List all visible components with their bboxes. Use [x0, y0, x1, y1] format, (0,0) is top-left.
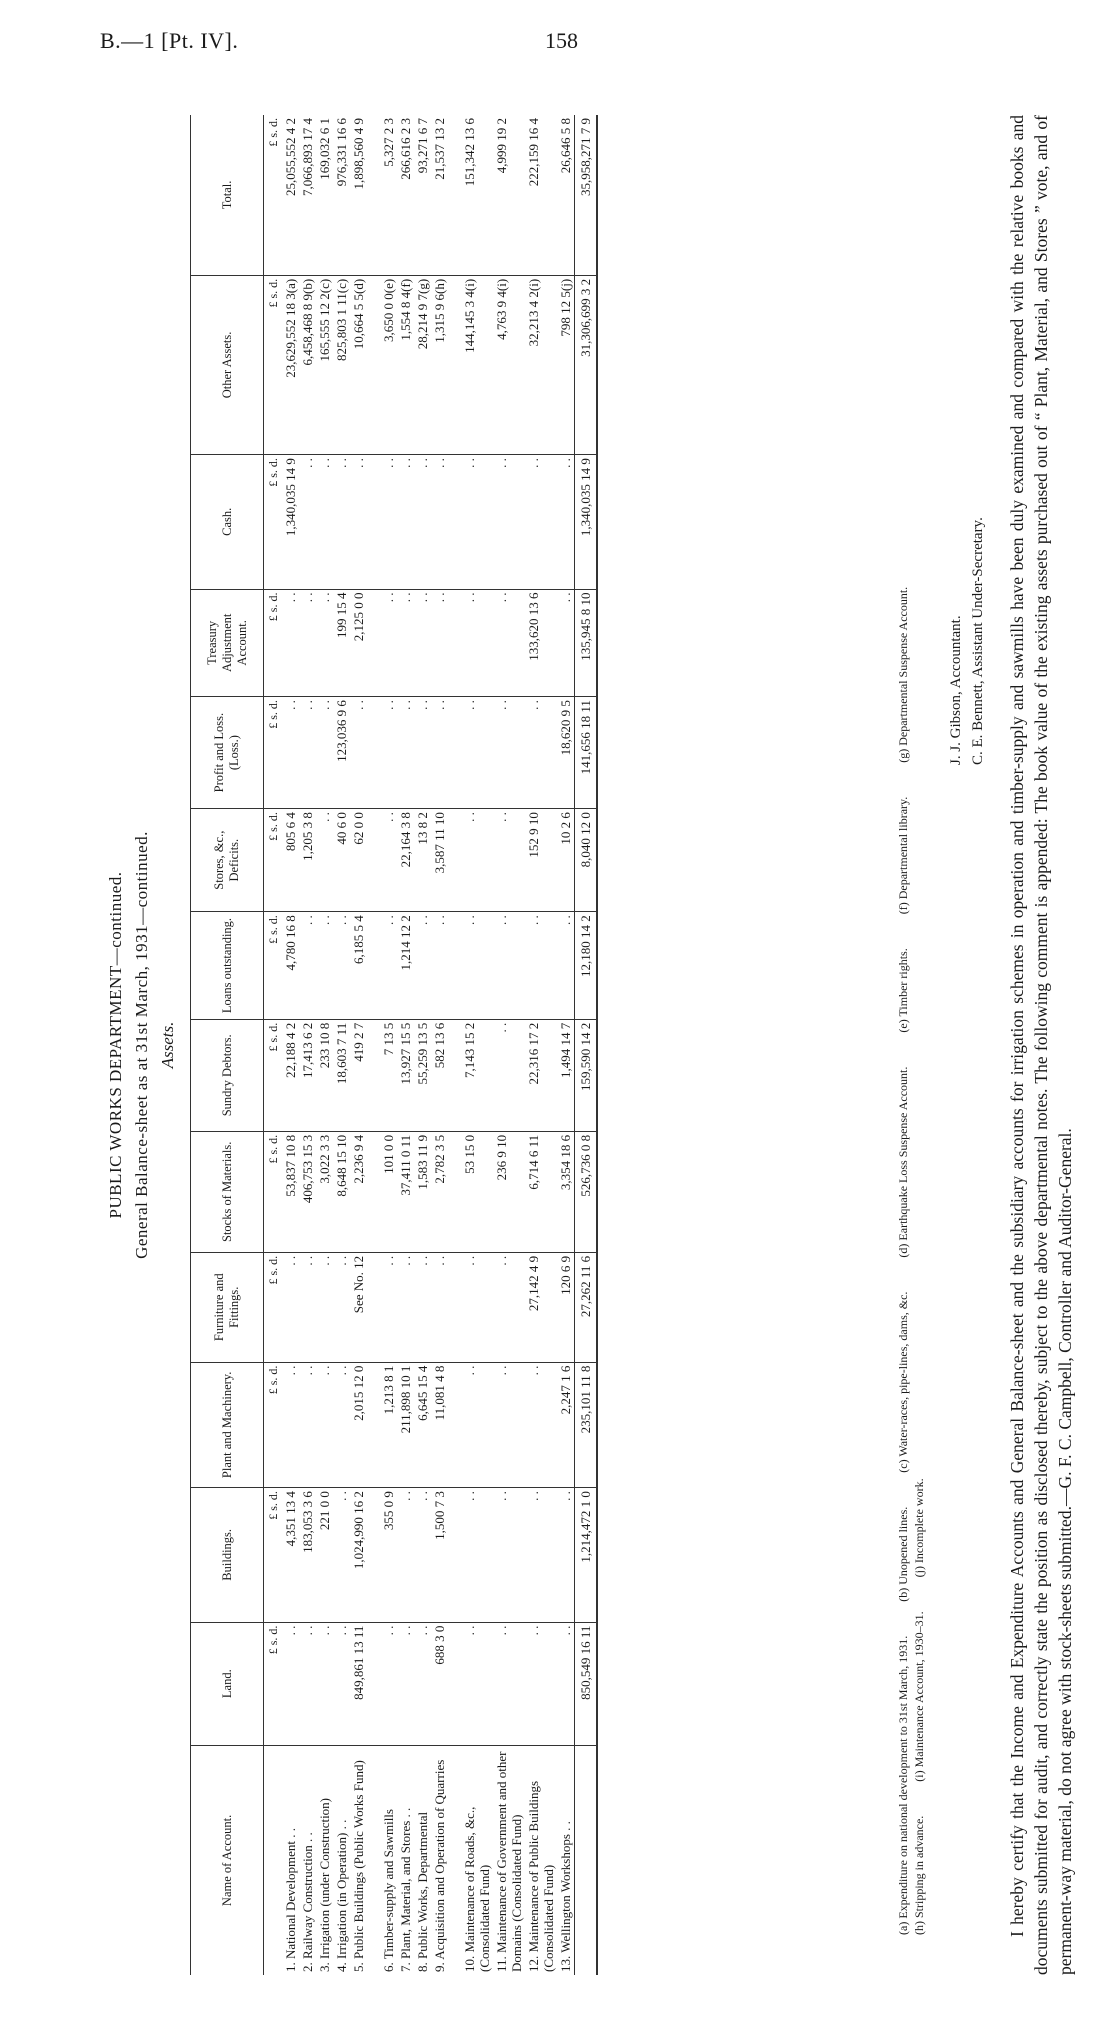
cell-furniture: . . — [448, 1252, 493, 1362]
cell-profit: 18,620 9 5 — [557, 697, 575, 809]
cell-profit: . . — [414, 697, 431, 809]
cell-other: 1,315 9 6(h) — [431, 275, 448, 454]
table-row — [333, 115, 350, 1975]
cell-debtors: 233 10 8 — [316, 1019, 333, 1131]
column-header: Sundry Debtors. — [191, 1019, 264, 1131]
cell-land: . . — [493, 1622, 525, 1745]
cell-other: 23,629,552 18 3(a) — [282, 275, 299, 454]
cell-cash: 1,340,035 14 9 — [282, 455, 299, 589]
table-row — [493, 115, 525, 1975]
cell-buildings: 221 0 0 — [316, 1488, 333, 1622]
cell-plant: . . — [493, 1362, 525, 1487]
cell-loans: . . — [431, 912, 448, 1020]
cell-furniture: . . — [333, 1252, 350, 1362]
cell-total: 222,159 16 4 — [525, 115, 557, 275]
cell-treasury: . . — [557, 589, 575, 697]
cell-stocks: 101 0 0 — [367, 1131, 397, 1252]
cell-profit: . . — [350, 697, 367, 809]
cell-loans: . . — [557, 912, 575, 1020]
cell-plant: 211,898 10 1 — [397, 1362, 414, 1487]
cell-buildings: . . — [493, 1488, 525, 1622]
cell-other: 1,554 8 4(f) — [397, 275, 414, 454]
cell-stocks: 8,648 15 10 — [333, 1131, 350, 1252]
unit-label: £ s. d. — [264, 697, 283, 809]
cell-debtors: 55,259 13 5 — [414, 1019, 431, 1131]
account-name: 8. Public Works, Departmental — [415, 1811, 430, 1972]
cell-furniture: . . — [316, 1252, 333, 1362]
column-header: Name of Account. — [191, 1745, 264, 1975]
cell-land: . . — [367, 1622, 397, 1745]
cell-furniture: . . — [414, 1252, 431, 1362]
table-row — [282, 115, 299, 1975]
cell-cash: . . — [493, 455, 525, 589]
table-row — [525, 115, 557, 1975]
unit-label: £ s. d. — [264, 809, 283, 912]
cell-loans: 1,214 12 2 — [397, 912, 414, 1020]
cell-stores: 3,587 11 10 — [431, 809, 448, 912]
cell-other: 825,803 1 11(c) — [333, 275, 350, 454]
cell-debtors: 18,603 7 11 — [333, 1019, 350, 1131]
cell-stores: 62 0 0 — [350, 809, 367, 912]
footnote: (f) Departmental library. — [896, 796, 910, 915]
totals-row — [575, 115, 598, 1975]
cell-stores: 10 2 6 — [557, 809, 575, 912]
cell-treasury: 133,620 13 6 — [525, 589, 557, 697]
cell-debtors: 22,188 4 2 — [282, 1019, 299, 1131]
cell-other: 6,458,468 8 9(b) — [299, 275, 316, 454]
page-number: 158 — [545, 28, 578, 53]
cell-total: 26,646 5 8 — [557, 115, 575, 275]
units-row — [264, 115, 283, 1975]
cell-stores: 22,164 3 8 — [397, 809, 414, 912]
cell-loans: . . — [493, 912, 525, 1020]
cell-loans: . . — [333, 912, 350, 1020]
cell-total: 151,342 13 6 — [448, 115, 493, 275]
signatures — [945, 517, 989, 765]
cell-buildings: . . — [333, 1488, 350, 1622]
unit-label: £ s. d. — [264, 115, 283, 275]
cell-treasury: . . — [397, 589, 414, 697]
account-name: 1. National Development . . — [283, 1827, 298, 1972]
cell-furniture: . . — [493, 1252, 525, 1362]
balance-sheet-title: General Balance-sheet as at 31st March, 1931—continued. — [132, 831, 151, 1259]
footnote: (i) Maintenance Account, 1930–31. — [912, 1611, 926, 1782]
cell-total: 93,271 6 7 — [414, 115, 431, 275]
page-section-label: B.—1 [Pt. IV]. — [100, 28, 239, 53]
cell-profit: 123,036 9 6 — [333, 697, 350, 809]
cell-loans: 6,185 5 4 — [350, 912, 367, 1020]
column-header: Treasury Adjustment Account. — [191, 589, 264, 697]
cell-other: 144,145 3 4(i) — [448, 275, 493, 454]
cell-furniture: . . — [282, 1252, 299, 1362]
cell-plant: 11,081 4 8 — [431, 1362, 448, 1487]
cell-debtors: 419 2 7 — [350, 1019, 367, 1131]
cell-debtors: . . — [493, 1019, 525, 1131]
cell-loans: . . — [525, 912, 557, 1020]
cell-debtors: 13,927 15 5 — [397, 1019, 414, 1131]
cell-loans: . . — [367, 912, 397, 1020]
cell-stocks: 6,714 6 11 — [525, 1131, 557, 1252]
cell-stocks: 53,837 10 8 — [282, 1131, 299, 1252]
account-name: 2. Railway Construction . . — [300, 1832, 315, 1972]
cell-furniture: . . — [431, 1252, 448, 1362]
footnote: (a) Expenditure on national development to 31st March, 1931. — [896, 1635, 910, 1935]
cell-land: . . — [414, 1622, 431, 1745]
total-stores: 8,040 12 0 — [575, 809, 598, 912]
assets-subtitle: Assets. — [158, 1021, 177, 1069]
unit-label: £ s. d. — [264, 275, 283, 454]
cell-buildings: 4,351 13 4 — [282, 1488, 299, 1622]
total-furniture: 27,262 11 6 — [575, 1252, 598, 1362]
cell-land: 688 3 0 — [431, 1622, 448, 1745]
cell-other: 798 12 5(j) — [557, 275, 575, 454]
cell-land: . . — [316, 1622, 333, 1745]
cell-stocks: 37,411 0 11 — [397, 1131, 414, 1252]
cell-plant: . . — [448, 1362, 493, 1487]
cell-stores: 152 9 10 — [525, 809, 557, 912]
cell-stores: . . — [316, 809, 333, 912]
cell-profit: . . — [316, 697, 333, 809]
cell-other: 28,214 9 7(g) — [414, 275, 431, 454]
table-row — [431, 115, 448, 1975]
cell-profit: . . — [299, 697, 316, 809]
cell-other: 32,213 4 2(i) — [525, 275, 557, 454]
cell-cash: . . — [525, 455, 557, 589]
cell-total: 25,055,552 4 2 — [282, 115, 299, 275]
cell-stocks: 2,236 9 4 — [350, 1131, 367, 1252]
department-title: PUBLIC WORKS DEPARTMENT—continued. — [106, 871, 125, 1219]
cell-buildings: 1,500 7 3 — [431, 1488, 448, 1622]
cell-stocks: 1,583 11 9 — [414, 1131, 431, 1252]
cell-total: 4,999 19 2 — [493, 115, 525, 275]
cell-cash: . . — [367, 455, 397, 589]
footnote: (j) Incomplete work. — [912, 1478, 926, 1578]
total-total: 35,958,271 7 9 — [575, 115, 598, 275]
cell-stocks: 2,782 3 5 — [431, 1131, 448, 1252]
column-header: Furniture and Fittings. — [191, 1252, 264, 1362]
table-row — [397, 115, 414, 1975]
cell-debtors: 1,494 14 7 — [557, 1019, 575, 1131]
cell-total: 266,616 2 3 — [397, 115, 414, 275]
cell-land: . . — [525, 1622, 557, 1745]
cell-plant: . . — [299, 1362, 316, 1487]
cell-buildings: 183,053 3 6 — [299, 1488, 316, 1622]
table-header-row — [191, 115, 264, 1975]
account-name: 6. Timber-supply and Sawmills — [381, 1809, 396, 1972]
unit-label: £ s. d. — [264, 1252, 283, 1362]
unit-label: £ s. d. — [264, 1488, 283, 1622]
cell-stores: 805 6 4 — [282, 809, 299, 912]
cell-buildings: . . — [557, 1488, 575, 1622]
cell-cash: . . — [414, 455, 431, 589]
cell-stocks: 236 9 10 — [493, 1131, 525, 1252]
unit-label: £ s. d. — [264, 1131, 283, 1252]
account-name: 4. Irrigation (in Operation) . . — [334, 1819, 349, 1972]
account-name: 12. Maintenance of Public Buildings (Consolidated Fund) — [526, 1780, 556, 1972]
column-header: Total. — [191, 115, 264, 275]
cell-plant: . . — [316, 1362, 333, 1487]
table-row — [367, 115, 397, 1975]
unit-label: £ s. d. — [264, 1622, 283, 1745]
cell-stocks: 406,753 15 3 — [299, 1131, 316, 1252]
under-secretary-signature: C. E. Bennett, Assistant Under-Secretary. — [970, 517, 986, 765]
account-name: 9. Acquisition and Operation of Quarries — [432, 1759, 447, 1972]
cell-plant: 6,645 15 4 — [414, 1362, 431, 1487]
footnote: (c) Water-races, pipe-lines, dams, &c. — [896, 1291, 910, 1473]
cell-stores: . . — [493, 809, 525, 912]
account-name: 10. Maintenance of Roads, &c., (Consolidated Fund) — [462, 1806, 492, 1972]
cell-land: 849,861 13 11 — [350, 1622, 367, 1745]
cell-profit: . . — [493, 697, 525, 809]
cell-buildings: 1,024,990 16 2 — [350, 1488, 367, 1622]
account-name: 3. Irrigation (under Construction) — [317, 1797, 332, 1972]
cell-cash: . . — [448, 455, 493, 589]
cell-land: . . — [448, 1622, 493, 1745]
table-row — [448, 115, 493, 1975]
unit-label: £ s. d. — [264, 455, 283, 589]
cell-treasury: . . — [282, 589, 299, 697]
cell-cash: . . — [350, 455, 367, 589]
cell-other: 10,664 5 5(d) — [350, 275, 367, 454]
cell-other: 4,763 9 4(i) — [493, 275, 525, 454]
cell-furniture: . . — [299, 1252, 316, 1362]
cell-profit: . . — [431, 697, 448, 809]
cell-buildings: . . — [448, 1488, 493, 1622]
column-header: Land. — [191, 1622, 264, 1745]
total-other: 31,306,699 3 2 — [575, 275, 598, 454]
cell-buildings: . . — [414, 1488, 431, 1622]
cell-loans: . . — [448, 912, 493, 1020]
cell-other: 165,555 12 2(c) — [316, 275, 333, 454]
cell-land: . . — [397, 1622, 414, 1745]
cell-plant: . . — [333, 1362, 350, 1487]
cell-plant: . . — [525, 1362, 557, 1487]
cell-stores: 40 6 0 — [333, 809, 350, 912]
cell-furniture: See No. 12 — [350, 1252, 367, 1362]
cell-debtors: 7,143 15 2 — [448, 1019, 493, 1131]
cell-buildings: 355 0 9 — [367, 1488, 397, 1622]
column-header: Stores, &c., Deficits. — [191, 809, 264, 912]
account-name: 11. Maintenance of Government and other Domains (Consolidated Fund) — [494, 1751, 524, 1972]
cell-cash: . . — [299, 455, 316, 589]
cell-furniture: 120 6 9 — [557, 1252, 575, 1362]
unit-label: £ s. d. — [264, 1019, 283, 1131]
total-stocks: 526,736 0 8 — [575, 1131, 598, 1252]
total-plant: 235,101 11 8 — [575, 1362, 598, 1487]
column-header: Plant and Machinery. — [191, 1362, 264, 1487]
column-header: Buildings. — [191, 1488, 264, 1622]
account-name: 7. Plant, Material, and Stores . . — [398, 1807, 413, 1972]
cell-loans: 4,780 16 8 — [282, 912, 299, 1020]
cell-cash: . . — [557, 455, 575, 589]
cell-stores: 1,205 3 8 — [299, 809, 316, 912]
column-header: Profit and Loss. (Loss.) — [191, 697, 264, 809]
account-name: 5. Public Buildings (Public Works Fund) — [351, 1760, 366, 1972]
footnote: (g) Departmental Suspense Account. — [896, 586, 910, 763]
unit-label: £ s. d. — [264, 912, 283, 1020]
table-row — [350, 115, 367, 1975]
cell-debtors: 582 13 6 — [431, 1019, 448, 1131]
cell-profit: . . — [525, 697, 557, 809]
cell-stocks: 3,022 3 3 — [316, 1131, 333, 1252]
footnote: (b) Unopened lines. — [896, 1506, 910, 1602]
cell-cash: . . — [431, 455, 448, 589]
cell-buildings: . . — [397, 1488, 414, 1622]
cell-land: . . — [333, 1622, 350, 1745]
cell-total: 976,331 16 6 — [333, 115, 350, 275]
cell-other: 3,650 0 0(e) — [367, 275, 397, 454]
cell-furniture: . . — [367, 1252, 397, 1362]
cell-treasury: . . — [448, 589, 493, 697]
footnote: (e) Timber rights. — [896, 948, 910, 1033]
cell-total: 5,327 2 3 — [367, 115, 397, 275]
cell-treasury: . . — [299, 589, 316, 697]
accountant-signature: J. J. Gibson, Accountant. — [948, 615, 964, 765]
cell-total: 169,032 6 1 — [316, 115, 333, 275]
cell-stocks: 53 15 0 — [448, 1131, 493, 1252]
cell-treasury: . . — [414, 589, 431, 697]
cell-total: 21,537 13 2 — [431, 115, 448, 275]
account-name: 13. Wellington Workshops . . — [558, 1821, 573, 1972]
cell-debtors: 17,413 6 2 — [299, 1019, 316, 1131]
cell-debtors: 7 13 5 — [367, 1019, 397, 1131]
total-loans: 12,180 14 2 — [575, 912, 598, 1020]
cell-total: 7,066,893 17 4 — [299, 115, 316, 275]
table-row — [414, 115, 431, 1975]
cell-furniture: 27,142 4 9 — [525, 1252, 557, 1362]
cell-land: . . — [299, 1622, 316, 1745]
cell-total: 1,898,560 4 9 — [350, 115, 367, 275]
total-treasury: 135,945 8 10 — [575, 589, 598, 697]
footnotes — [895, 115, 927, 1975]
cell-profit: . . — [448, 697, 493, 809]
cell-land: . . — [282, 1622, 299, 1745]
cell-cash: . . — [397, 455, 414, 589]
unit-label: £ s. d. — [264, 589, 283, 697]
cell-plant: . . — [282, 1362, 299, 1487]
table-row — [557, 115, 575, 1975]
total-debtors: 159,590 14 2 — [575, 1019, 598, 1131]
total-profit: 141,656 18 11 — [575, 697, 598, 809]
cell-treasury: . . — [367, 589, 397, 697]
column-header: Cash. — [191, 455, 264, 589]
total-land: 850,549 16 11 — [575, 1622, 598, 1745]
cell-debtors: 22,316 17 2 — [525, 1019, 557, 1131]
audit-certificate: I hereby certify that the Income and Expenditure Accounts and General Balance-sheet and the subsidiary accounts for irrigation schemes in operation and timber-supply and sawmills have been duly examined and compared with the relative books and documents submitted for audit, and correctly state the position as disclosed thereby, subject to the above departmental notes. The following comment is appended: The book value of the existing assets purchased out of “ Plant, Material, and Stores ” vote, and of permanent-way material, do not agree with stock-sheets submitted.—G. F. C. Campbell, Controller and Auditor-General. — [1007, 115, 1075, 1975]
cell-treasury: 199 15 4 — [333, 589, 350, 697]
cell-loans: . . — [299, 912, 316, 1020]
cell-stores: . . — [448, 809, 493, 912]
cell-treasury: . . — [493, 589, 525, 697]
cell-buildings: . . — [525, 1488, 557, 1622]
cell-stores: . . — [367, 809, 397, 912]
cell-loans: . . — [316, 912, 333, 1020]
footnote: (d) Earthquake Loss Suspense Account. — [896, 1066, 910, 1258]
column-header: Stocks of Materials. — [191, 1131, 264, 1252]
cell-plant: 2,247 1 6 — [557, 1362, 575, 1487]
cell-treasury: . . — [316, 589, 333, 697]
cell-profit: . . — [282, 697, 299, 809]
rotated-page-content — [100, 115, 1100, 1975]
cell-furniture: . . — [397, 1252, 414, 1362]
footnote: (h) Stripping in advance. — [912, 1815, 926, 1935]
cell-plant: 2,015 12 0 — [350, 1362, 367, 1487]
cell-treasury: 2,125 0 0 — [350, 589, 367, 697]
total-buildings: 1,214,472 1 0 — [575, 1488, 598, 1622]
assets-table — [190, 115, 598, 1975]
table-row — [299, 115, 316, 1975]
column-header: Loans outstanding. — [191, 912, 264, 1020]
cell-stocks: 3,354 18 6 — [557, 1131, 575, 1252]
cell-cash: . . — [316, 455, 333, 589]
total-cash: 1,340,035 14 9 — [575, 455, 598, 589]
table-row — [316, 115, 333, 1975]
cell-stores: 13 8 2 — [414, 809, 431, 912]
cell-plant: 1,213 8 1 — [367, 1362, 397, 1487]
column-header: Other Assets. — [191, 275, 264, 454]
cell-profit: . . — [397, 697, 414, 809]
cell-treasury: . . — [431, 589, 448, 697]
cell-loans: . . — [414, 912, 431, 1020]
cell-cash: . . — [333, 455, 350, 589]
cell-land: . . — [557, 1622, 575, 1745]
unit-label: £ s. d. — [264, 1362, 283, 1487]
cell-profit: . . — [367, 697, 397, 809]
